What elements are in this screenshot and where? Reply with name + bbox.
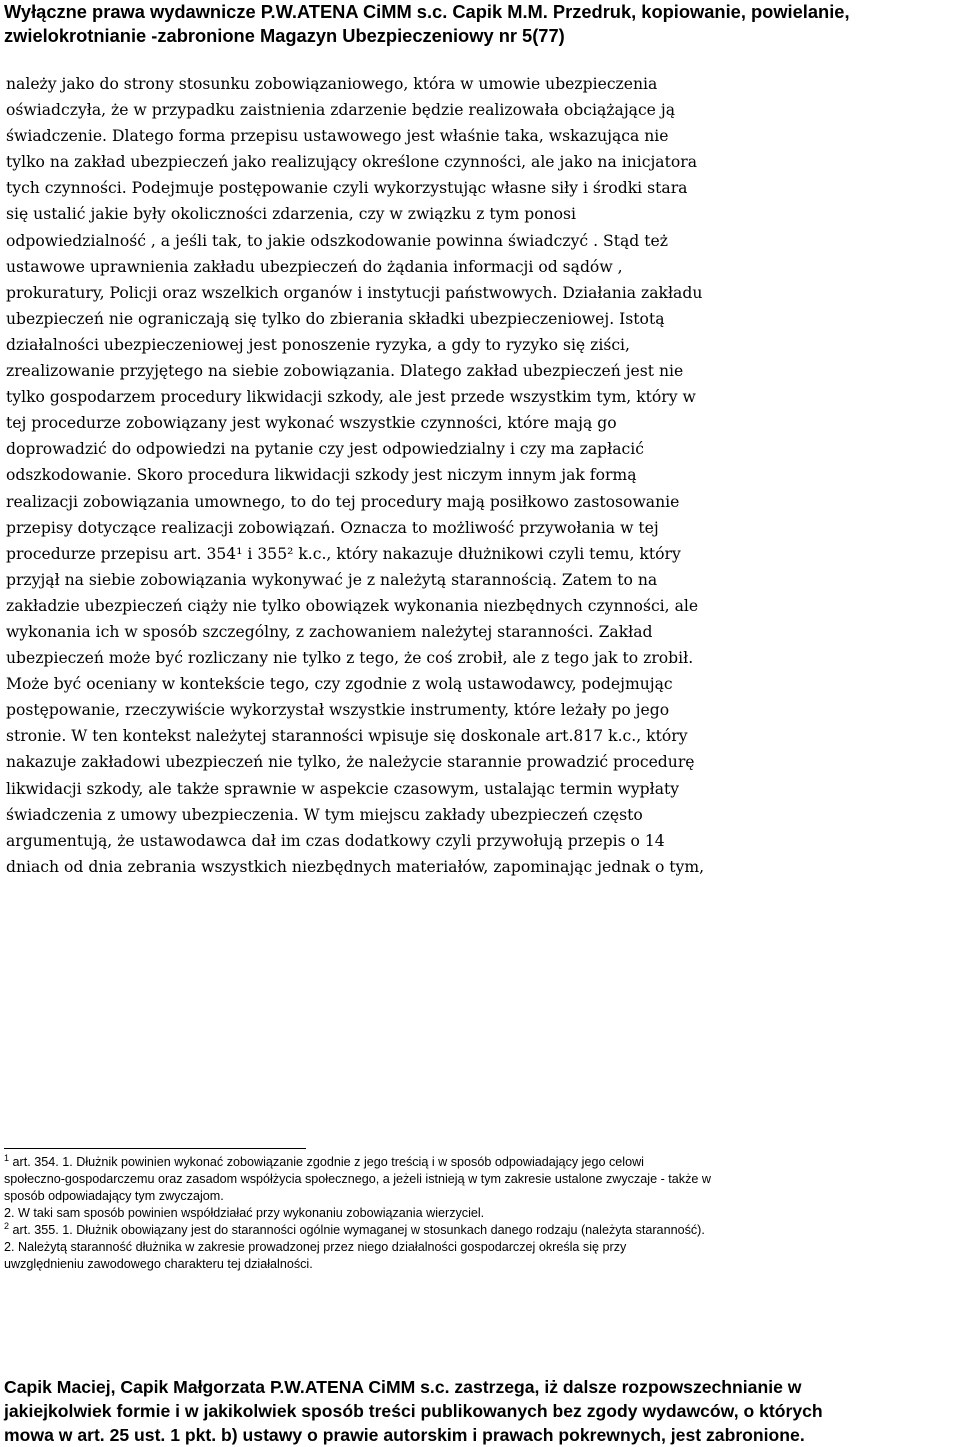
footnote-1-marker: 1: [4, 1153, 10, 1163]
article-body: [6, 71, 956, 880]
body-line: przepisy dotyczące realizacji zobowiązań. Oznacza to możliwość przywołania w tej: [6, 518, 659, 537]
body-line: doprowadzić do odpowiedzi na pytanie czy jest odpowiedzialny i czy ma zapłacić: [6, 440, 644, 459]
body-line: się ustalić jakie były okoliczności zdarzenia, czy w związku z tym ponosi: [6, 205, 577, 224]
body-line: ubezpieczeń może być rozliczany nie tylko z tego, że coś zrobił, ale z tego jak to zrobił.: [6, 649, 694, 668]
body-line: ubezpieczeń nie ograniczają się tylko do zbierania składki ubezpieczeniowej. Istotą: [6, 309, 665, 328]
body-line: ustawowe uprawnienia zakładu ubezpieczeń do żądania informacji od sądów ,: [6, 257, 623, 276]
body-line: należy jako do strony stosunku zobowiązaniowego, która w umowie ubezpieczenia: [6, 75, 658, 93]
body-line: stronie. W ten kontekst należytej staranności wpisuje się doskonale art.817 k.c., który: [6, 727, 688, 746]
body-line: nakazuje zakładowi ubezpieczeń nie tylko, że należycie starannie prowadzić procedurę: [6, 753, 695, 772]
body-line: argumentują, że ustawodawca dał im czas dodatkowy czyli przywołują przepis o 14: [6, 831, 665, 850]
body-line: Może być oceniany w kontekście tego, czy zgodnie z wolą ustawodawcy, podejmując: [6, 675, 673, 694]
body-line: odpowiedzialność , a jeśli tak, to jakie odszkodowanie powinna świadczyć . Stąd też: [6, 231, 668, 250]
body-line: likwidacji szkody, ale także sprawnie w aspekcie czasowym, ustalając termin wypłaty: [6, 779, 680, 798]
body-line: świadczenie. Dlatego forma przepisu ustawowego jest właśnie taka, wskazująca nie: [6, 127, 669, 146]
body-line: zakładzie ubezpieczeń ciąży nie tylko obowiązek wykonania niezbędnych czynności, ale: [6, 596, 699, 615]
footer-line: Capik Maciej, Capik Małgorzata P.W.ATENA CiMM s.c. zastrzega, iż dalsze rozpowszechnianie w: [4, 1377, 802, 1397]
footnote-1-text: art. 354. 1. Dłużnik powinien wykonać zobowiązanie zgodnie z jego treścią i w sposób odpowiadający jego celowi: [12, 1155, 644, 1169]
body-line: wykonania ich w sposób szczególny, z zachowaniem należytej staranności. Zakład: [6, 622, 653, 641]
body-line: zrealizowanie przyjętego na siebie zobowiązania. Dlatego zakład ubezpieczeń jest nie: [6, 362, 684, 381]
footnote-2-line: uwzględnieniu zawodowego charakteru tej działalności.: [4, 1257, 313, 1271]
footnote-1-line: sposób odpowiadający tym zwyczajom.: [4, 1189, 224, 1203]
body-line: tylko gospodarzem procedury likwidacji szkody, ale jest przede wszystkim tym, który w: [6, 388, 696, 407]
header-line: Wyłączne prawa wydawnicze P.W.ATENA CiMM s.c. Capik M.M. Przedruk, kopiowanie, powielanie,: [4, 1, 850, 22]
body-line: tylko na zakład ubezpieczeń jako realizujący określone czynności, ale jako na inicjatora: [6, 153, 697, 172]
body-line: tej procedurze zobowiązany jest wykonać wszystkie czynności, które mają go: [6, 414, 617, 433]
copyright-footer: [4, 1375, 956, 1447]
footnote-2-marker: 2: [4, 1221, 10, 1231]
footer-line: jakiejkolwiek formie i w jakikolwiek sposób treści publikowanych bez zgody wydawców, o których: [4, 1401, 823, 1421]
footnote-2-line: [4, 1222, 956, 1239]
footnote-2-line: 2. Należytą staranność dłużnika w zakresie prowadzonej przez niego działalności gospodarczej określa się przy: [4, 1240, 627, 1254]
footnote-1-line: społeczno-gospodarczemu oraz zasadom współżycia społecznego, a jeżeli istnieją w tym zakresie ustalone zwyczaje - także w: [4, 1172, 711, 1186]
body-line: tych czynności. Podejmuje postępowanie czyli wykorzystując własne siły i środki stara: [6, 179, 688, 198]
body-line: procedurze przepisu art. 354¹ i 355² k.c., który nakazuje dłużnikowi czyli temu, który: [6, 544, 681, 563]
body-line: świadczenia z umowy ubezpieczenia. W tym miejscu zakłady ubezpieczeń często: [6, 805, 643, 824]
copyright-header: [4, 0, 956, 48]
footnotes: [4, 1154, 956, 1273]
body-line: odszkodowanie. Skoro procedura likwidacji szkody jest niczym innym jak formą: [6, 466, 637, 485]
body-line: postępowanie, rzeczywiście wykorzystał wszystkie instrumenty, które leżały po jego: [6, 701, 670, 720]
header-line: zwielokrotnianie -zabronione Magazyn Ubezpieczeniowy nr 5(77): [4, 25, 565, 46]
body-line: dniach od dnia zebrania wszystkich niezbędnych materiałów, zapominając jednak o tym,: [6, 857, 705, 876]
body-line: prokuratury, Policji oraz wszelkich organów i instytucji państwowych. Działania zakładu: [6, 283, 703, 302]
footer-line: mowa w art. 25 ust. 1 pkt. b) ustawy o prawie autorskim i prawach pokrewnych, jest zabronione.: [4, 1425, 805, 1445]
body-line: realizacji zobowiązania umownego, to do tej procedury mają posiłkowo zastosowanie: [6, 492, 680, 511]
footnote-1-line: 2. W taki sam sposób powinien współdziałać przy wykonaniu zobowiązania wierzyciel.: [4, 1206, 485, 1220]
footnote-2-text: art. 355. 1. Dłużnik obowiązany jest do staranności ogólnie wymaganej w stosunkach danego rodzaju (należyta staranność).: [12, 1223, 705, 1237]
body-line: przyjął na siebie zobowiązania wykonywać je z należytą starannością. Zatem to na: [6, 570, 658, 589]
body-line: działalności ubezpieczeniowej jest ponoszenie ryzyka, a gdy to ryzyko się ziści,: [6, 335, 631, 354]
footnote-1-line: [4, 1154, 956, 1171]
footnote-separator: [4, 1148, 306, 1149]
body-line: oświadczyła, że w przypadku zaistnienia zdarzenie będzie realizowała obciążające ją: [6, 101, 676, 120]
